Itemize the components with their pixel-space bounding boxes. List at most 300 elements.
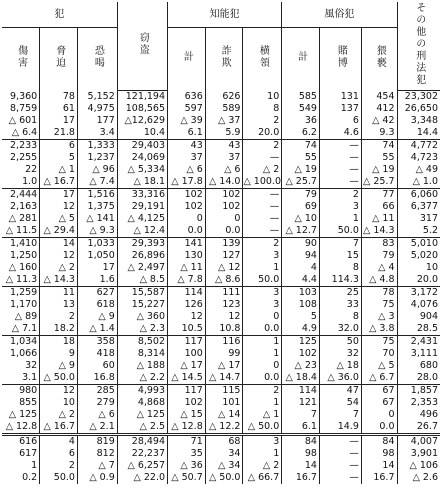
header-other-penal: その他の刑法犯: [397, 2, 440, 91]
table-cell: 114: [282, 385, 320, 398]
table-row: [2, 262, 440, 274]
table-cell: 1: [319, 213, 361, 225]
table-cell: 35: [168, 448, 206, 460]
table-cell: 102: [168, 189, 206, 202]
col-fraud: 詐欺: [205, 28, 243, 91]
table-cell: 3: [243, 299, 282, 311]
table-cell: 23,302: [397, 91, 440, 104]
table-cell: 29,191: [117, 201, 167, 213]
table-cell: △ 14.3: [40, 274, 78, 287]
table-cell: 1,857: [397, 385, 440, 398]
table-cell: 3: [319, 201, 361, 213]
table-cell: 8,314: [117, 348, 167, 360]
table-cell: △ 2,497: [117, 262, 167, 274]
table-cell: 18.2: [40, 323, 78, 336]
table-cell: 121,194: [117, 91, 167, 104]
table-cell: 33,316: [117, 189, 167, 202]
table-cell: 819: [77, 435, 117, 449]
table-cell: 15,227: [117, 299, 167, 311]
table-cell: 2: [243, 140, 282, 153]
table-cell: 10: [397, 262, 440, 274]
table-cell: 1,259: [2, 287, 40, 300]
table-cell: △ 160: [8, 262, 38, 273]
table-cell: 549: [282, 103, 320, 115]
table-cell: 47: [319, 385, 361, 398]
table-cell: △ 19: [282, 164, 320, 176]
col-intellectual-total: 計: [168, 28, 206, 91]
table-cell: △ 4.8: [361, 274, 397, 287]
table-cell: △ 11: [168, 262, 206, 274]
table-cell: 33: [319, 299, 361, 311]
table-cell: △ 50.7: [168, 472, 206, 484]
header-moral-crime: 風俗犯: [282, 2, 397, 28]
table-cell: △ 601: [8, 115, 38, 126]
table-cell: 8: [319, 311, 361, 323]
table-cell: 102: [205, 201, 243, 213]
table-cell: 69: [282, 201, 320, 213]
col-moral-total: 計: [282, 28, 320, 91]
table-cell: 28.5: [397, 323, 440, 336]
table-cell: △ 2.3: [117, 323, 167, 336]
table-cell: 32.0: [319, 323, 361, 336]
table-row: [2, 435, 440, 449]
table-cell: 28,494: [117, 435, 167, 449]
table-cell: 904: [397, 311, 440, 323]
table-cell: 4,993: [117, 385, 167, 398]
table-cell: 0: [243, 311, 282, 323]
table-cell: 55: [282, 152, 320, 164]
table-cell: △ 141: [77, 213, 117, 225]
table-cell: 5.2: [397, 225, 440, 238]
table-row: [2, 213, 440, 225]
table-cell: △ 50.0: [243, 421, 282, 435]
table-cell: 1.0: [22, 176, 38, 187]
table-cell: 121: [282, 397, 320, 409]
table-cell: 108: [282, 299, 320, 311]
table-cell: 117: [168, 336, 206, 349]
table-cell: 100: [168, 348, 206, 360]
table-row: [2, 164, 440, 176]
table-cell: △ 7.1: [11, 323, 38, 334]
table-cell: 78: [361, 287, 397, 300]
table-cell: 71: [168, 435, 206, 449]
table-cell: 285: [77, 385, 117, 398]
col-embezzlement: 横領: [243, 28, 282, 91]
table-row: [2, 225, 440, 238]
table-cell: 636: [168, 91, 206, 104]
table-cell: 2,444: [2, 189, 40, 202]
table-cell: 2,233: [2, 140, 40, 153]
table-cell: 4,868: [117, 397, 167, 409]
table-cell: 116: [205, 336, 243, 349]
table-cell: 10.5: [168, 323, 206, 336]
table-cell: —: [319, 448, 361, 460]
table-cell: 1: [243, 448, 282, 460]
table-cell: 8,502: [117, 336, 167, 349]
table-cell: 101: [205, 397, 243, 409]
table-cell: 3: [243, 250, 282, 262]
table-row: [2, 91, 440, 104]
table-cell: △ 25.7: [282, 176, 320, 189]
table-row: [2, 360, 440, 372]
table-cell: —: [243, 189, 282, 202]
table-cell: 74: [361, 140, 397, 153]
table-cell: △ 36.0: [319, 372, 361, 385]
col-extortion: 恐喝: [77, 28, 117, 91]
table-cell: 0: [205, 213, 243, 225]
table-cell: 177: [77, 115, 117, 127]
table-cell: 980: [2, 385, 40, 398]
table-cell: 14.4: [397, 127, 440, 140]
table-cell: △ 5: [40, 213, 78, 225]
table-cell: 5: [40, 152, 78, 164]
table-cell: 15: [319, 250, 361, 262]
table-cell: △ 2.2: [117, 372, 167, 385]
table-cell: △ 39: [168, 115, 206, 127]
table-cell: △ 22.0: [117, 472, 167, 484]
table-row: [2, 336, 440, 349]
table-cell: 6.1: [282, 421, 320, 435]
table-cell: 50.0: [243, 274, 282, 287]
table-cell: △ 106: [397, 460, 440, 472]
table-cell: 10.4: [117, 127, 167, 140]
table-cell: 1: [243, 397, 282, 409]
table-cell: △ 3: [361, 311, 397, 323]
table-cell: 0.0: [243, 372, 282, 385]
table-cell: 102: [168, 201, 206, 213]
table-cell: 15,587: [117, 287, 167, 300]
table-cell: 454: [361, 91, 397, 104]
table-cell: 2: [243, 238, 282, 251]
table-cell: —: [319, 152, 361, 164]
table-cell: 597: [168, 103, 206, 115]
table-cell: △ 50.0: [205, 472, 243, 484]
table-row: [2, 397, 440, 409]
table-cell: 5,020: [397, 250, 440, 262]
table-cell: △ 18.4: [282, 372, 320, 385]
table-cell: 12: [40, 385, 78, 398]
table-cell: △ 5,334: [117, 164, 167, 176]
table-cell: —: [319, 164, 361, 176]
table-cell: 25: [319, 287, 361, 300]
table-cell: 418: [77, 348, 117, 360]
table-cell: 11: [40, 287, 78, 300]
table-cell: 115: [205, 385, 243, 398]
table-cell: 4: [40, 435, 78, 449]
table-cell: 102: [168, 397, 206, 409]
table-cell: 98: [282, 448, 320, 460]
table-row: [2, 311, 440, 323]
table-cell: 127: [205, 250, 243, 262]
table-cell: △ 17: [205, 360, 243, 372]
table-cell: △ 15: [168, 409, 206, 421]
table-cell: 16.7: [282, 472, 320, 484]
table-cell: 6: [319, 115, 361, 127]
table-cell: 6.1: [168, 127, 206, 140]
table-cell: 43: [205, 140, 243, 153]
table-cell: △ 1.0: [397, 176, 440, 189]
table-cell: 617: [19, 448, 38, 459]
table-cell: 1,170: [10, 299, 38, 310]
table-cell: △ 12.4: [117, 225, 167, 238]
table-cell: 1: [243, 262, 282, 274]
table-cell: 0: [243, 360, 282, 372]
statistics-table: [2, 2, 440, 484]
table-cell: 2,163: [10, 201, 38, 212]
table-cell: △ 14.0: [205, 176, 243, 189]
table-cell: 32: [319, 348, 361, 360]
table-cell: 2,353: [397, 397, 440, 409]
table-row: [2, 127, 440, 140]
col-injury: 傷害: [15, 45, 27, 70]
table-cell: 0.0: [243, 323, 282, 336]
table-cell: △ 6: [77, 409, 117, 421]
table-row: [2, 372, 440, 385]
table-cell: 4.6: [319, 127, 361, 140]
table-cell: △ 11: [361, 213, 397, 225]
table-cell: 618: [77, 299, 117, 311]
table-cell: △ 19: [361, 164, 397, 176]
table-cell: △ 29.4: [40, 225, 78, 238]
table-cell: △ 4,125: [117, 213, 167, 225]
table-row: [2, 176, 440, 189]
table-cell: —: [319, 435, 361, 449]
table-cell: 37: [205, 152, 243, 164]
header-violent-crime: 犯: [2, 2, 117, 28]
table-cell: 0.0: [361, 421, 397, 435]
table-cell: 102: [205, 189, 243, 202]
table-cell: 84: [361, 435, 397, 449]
table-cell: 5,010: [397, 238, 440, 251]
table-cell: △ 5: [361, 360, 397, 372]
table-cell: 4.9: [282, 323, 320, 336]
table-cell: 67: [361, 385, 397, 398]
table-row: [2, 274, 440, 287]
table-cell: 9: [40, 348, 78, 360]
table-cell: 75: [361, 336, 397, 349]
table-cell: △ 0.9: [77, 472, 117, 484]
header-larceny: 窃盗: [117, 2, 167, 91]
table-cell: △ 10: [282, 213, 320, 225]
table-cell: 20.0: [397, 274, 440, 287]
table-cell: △ 16.7: [40, 421, 78, 435]
table-cell: 17: [40, 115, 78, 127]
table-cell: 111: [205, 287, 243, 300]
table-cell: 2: [40, 460, 78, 472]
table-cell: 16.8: [77, 372, 117, 385]
table-cell: △ 1.4: [77, 323, 117, 336]
table-cell: △ 6: [205, 164, 243, 176]
table-cell: △ 16.7: [40, 176, 78, 189]
table-cell: 94: [282, 250, 320, 262]
table-cell: △ 2: [40, 262, 78, 274]
table-cell: 16.7: [361, 472, 397, 484]
table-cell: 55: [361, 152, 397, 164]
table-cell: 26,650: [397, 103, 440, 115]
table-cell: 14: [361, 460, 397, 472]
table-cell: 50.0: [40, 472, 78, 484]
table-cell: 99: [205, 348, 243, 360]
table-cell: 114: [168, 287, 206, 300]
table-cell: 125: [282, 336, 320, 349]
table-row: [2, 472, 440, 484]
table-cell: △ 18: [319, 360, 361, 372]
table-cell: 8: [243, 103, 282, 115]
table-row: [2, 409, 440, 421]
table-cell: 8: [319, 262, 361, 274]
table-cell: 84: [282, 435, 320, 449]
table-cell: 3: [243, 435, 282, 449]
table-cell: 29,403: [117, 140, 167, 153]
table-cell: 61: [40, 103, 78, 115]
col-gambling: 賭博: [319, 28, 361, 91]
table-cell: 7: [319, 238, 361, 251]
table-cell: △ 49: [397, 164, 440, 176]
table-cell: △ 7.4: [77, 176, 117, 189]
table-cell: 1: [243, 336, 282, 349]
table-cell: 496: [397, 409, 440, 421]
table-cell: 627: [77, 287, 117, 300]
table-cell: 2,255: [10, 152, 38, 163]
table-cell: 0: [361, 409, 397, 421]
table-cell: 2,431: [397, 336, 440, 349]
table-cell: △ 125: [8, 409, 38, 420]
table-cell: 1,033: [77, 238, 117, 251]
table-cell: △ 12: [205, 262, 243, 274]
table-cell: 14: [40, 238, 78, 251]
table-row: [2, 460, 440, 472]
table-cell: 1,066: [10, 348, 38, 359]
table-cell: 12: [205, 311, 243, 323]
table-cell: △ 2.6: [397, 472, 440, 484]
table-cell: △ 1: [40, 164, 78, 176]
table-cell: —: [243, 201, 282, 213]
table-cell: 139: [205, 238, 243, 251]
table-cell: 7: [319, 409, 361, 421]
table-cell: 3: [243, 287, 282, 300]
col-indecency: 猥褻: [361, 28, 397, 91]
table-cell: 83: [361, 238, 397, 251]
table-cell: 108,565: [117, 103, 167, 115]
table-cell: 79: [282, 189, 320, 202]
table-row: [2, 385, 440, 398]
table-cell: 2: [40, 311, 78, 323]
table-cell: 13: [40, 299, 78, 311]
table-cell: 114.3: [319, 274, 361, 287]
table-cell: 4,975: [77, 103, 117, 115]
table-cell: 3,348: [397, 115, 440, 127]
table-cell: △ 6,257: [117, 460, 167, 472]
table-cell: —: [243, 213, 282, 225]
table-cell: —: [319, 472, 361, 484]
table-cell: 279: [77, 397, 117, 409]
table-cell: 0.0: [205, 225, 243, 238]
table-cell: 37: [168, 152, 206, 164]
table-cell: 137: [319, 103, 361, 115]
table-cell: 6,060: [397, 189, 440, 202]
table-cell: 54: [319, 397, 361, 409]
table-cell: 3,901: [397, 448, 440, 460]
table-row: [2, 140, 440, 153]
table-cell: 585: [282, 91, 320, 104]
table-cell: △ 6.7: [361, 372, 397, 385]
table-cell: △ 1: [243, 409, 282, 421]
table-cell: △ 37: [205, 115, 243, 127]
table-cell: △ 2: [243, 164, 282, 176]
table-cell: 26,896: [117, 250, 167, 262]
table-cell: 6: [40, 448, 78, 460]
table-cell: 131: [319, 91, 361, 104]
table-cell: △ 7.8: [168, 274, 206, 287]
table-cell: 616: [2, 435, 40, 449]
table-cell: 1: [31, 460, 38, 471]
table-row: [2, 348, 440, 360]
table-cell: 7: [282, 409, 320, 421]
table-cell: △12,629: [117, 115, 167, 127]
table-cell: 12: [40, 250, 78, 262]
table-cell: △ 12.7: [282, 225, 320, 238]
table-cell: 50: [319, 336, 361, 349]
table-cell: △ 125: [117, 409, 167, 421]
table-cell: 34: [205, 448, 243, 460]
table-cell: 6: [40, 140, 78, 153]
table-cell: 3.4: [77, 127, 117, 140]
table-cell: △ 6.4: [11, 127, 38, 138]
table-cell: △ 25.7: [361, 176, 397, 189]
table-cell: 67: [361, 397, 397, 409]
table-cell: 117: [168, 385, 206, 398]
table-cell: 812: [77, 448, 117, 460]
table-cell: △ 14.3: [361, 225, 397, 238]
table-cell: △ 14: [205, 409, 243, 421]
table-cell: 1,050: [77, 250, 117, 262]
table-cell: 626: [205, 91, 243, 104]
table-cell: △ 11.3: [5, 274, 38, 285]
table-cell: 3.1: [22, 372, 38, 383]
table-cell: 21.8: [40, 127, 78, 140]
table-cell: 1.6: [77, 274, 117, 287]
table-cell: 1,250: [10, 250, 38, 261]
table-cell: 1,333: [77, 140, 117, 153]
table-cell: △ 8.6: [205, 274, 243, 287]
table-cell: 50.0: [319, 225, 361, 238]
table-cell: 6,377: [397, 201, 440, 213]
table-body: [2, 91, 440, 485]
table-cell: 412: [361, 103, 397, 115]
table-cell: 26.7: [397, 421, 440, 435]
table-row: [2, 421, 440, 435]
table-cell: 68: [205, 435, 243, 449]
table-cell: △ 18.1: [117, 176, 167, 189]
table-row: [2, 201, 440, 213]
table-cell: △ 2: [243, 460, 282, 472]
table-cell: —: [319, 176, 361, 189]
table-cell: 1,410: [2, 238, 40, 251]
table-cell: △ 50.0: [40, 372, 78, 385]
table-cell: △ 34: [205, 460, 243, 472]
table-cell: 29,393: [117, 238, 167, 251]
table-cell: 10: [243, 91, 282, 104]
table-cell: 75: [361, 299, 397, 311]
table-cell: △ 12.2: [205, 421, 243, 435]
table-cell: 2: [243, 115, 282, 127]
table-cell: 680: [397, 360, 440, 372]
table-row: [2, 323, 440, 336]
table-cell: 4: [282, 262, 320, 274]
table-cell: △ 4: [361, 262, 397, 274]
table-cell: △ 2.5: [117, 421, 167, 435]
table-cell: 9.3: [361, 127, 397, 140]
